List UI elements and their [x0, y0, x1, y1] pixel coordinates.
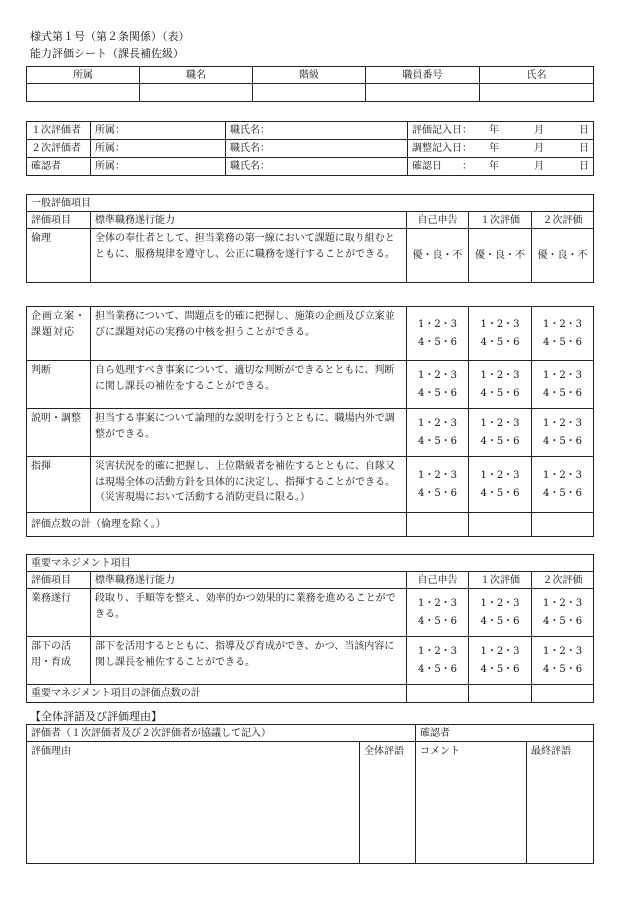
general-desc: 担当する事案について論理的な説明を行うとともに、職場内外で調整ができる。	[91, 409, 407, 457]
general-item: 指揮	[27, 457, 91, 513]
general-total-row	[27, 513, 594, 537]
overall-caption: 【全体評語及び評価理由】	[30, 710, 162, 723]
evaluator-row-second	[27, 140, 594, 158]
general-row	[27, 457, 594, 513]
second-score[interactable]: 1・2・3 4・5・6	[532, 457, 594, 513]
general-desc: 災害状況を的確に把握し、上位階級者を補佐するとともに、自隊又は現場全体の活動方針を具体的に決定し、指揮することができる。（災害現場において活動する消防吏員に限る。）	[91, 457, 407, 513]
employee-info-table	[26, 66, 594, 102]
management-item: 部下の活用・育成	[27, 637, 91, 685]
position-field[interactable]	[140, 84, 253, 102]
general-row	[27, 361, 594, 409]
evaluator-affiliation[interactable]: 所属：	[91, 140, 226, 158]
general-items-table	[26, 194, 594, 283]
first-score[interactable]: 1・2・3 4・5・6	[469, 589, 532, 637]
first-score[interactable]: 1・2・3 4・5・6	[469, 361, 532, 409]
management-total-label: 重要マネジメント項目の評価点数の計	[27, 685, 407, 703]
rank-field[interactable]	[253, 84, 366, 102]
self-score[interactable]: 1・2・3 4・5・6	[407, 307, 469, 361]
header-name: 氏名	[480, 67, 594, 84]
evaluator-title-name[interactable]: 職氏名：	[226, 140, 408, 158]
col-second-header: ２次評価	[532, 572, 594, 589]
col-first-header: １次評価	[469, 572, 532, 589]
header-position: 職名	[140, 67, 253, 84]
col-self-header: 自己申告	[407, 212, 469, 229]
overall-label: 全体評語	[364, 746, 404, 757]
header-affiliation: 所属	[27, 67, 140, 84]
col-self-header: 自己申告	[407, 572, 469, 589]
ethics-item: 倫理	[27, 229, 91, 283]
general-row	[27, 409, 594, 457]
first-score[interactable]: 1・2・3 4・5・6	[469, 457, 532, 513]
second-score[interactable]: 1・2・3 4・5・6	[532, 637, 594, 685]
evaluator-title-name[interactable]: 職氏名：	[226, 158, 408, 176]
evaluator-title-name[interactable]: 職氏名：	[226, 122, 408, 140]
first-score[interactable]: 1・2・3 4・5・6	[469, 637, 532, 685]
final-grade-field[interactable]	[527, 742, 594, 864]
first-score[interactable]: 1・2・3 4・5・6	[469, 409, 532, 457]
first-score[interactable]: 1・2・3 4・5・6	[469, 307, 532, 361]
reason-label: 評価理由	[31, 746, 71, 757]
self-score[interactable]: 1・2・3 4・5・6	[407, 637, 469, 685]
general-desc: 担当業務について、問題点を的確に把握し、施策の企画及び立案並びに課題対応の実務の中核を担うことができる。	[91, 307, 407, 361]
ethics-desc: 全体の奉仕者として、担当業務の第一線において課題に取り組むとともに、服務規律を遵守し、公正に職務を遂行することができる。	[91, 229, 407, 283]
final-label: 最終評語	[531, 746, 571, 757]
ethics-row	[27, 229, 594, 283]
management-row	[27, 637, 594, 685]
first-total[interactable]	[469, 513, 532, 537]
evaluator-date[interactable]: 調整記入日： 年 月 日	[408, 140, 594, 158]
general-total-label: 評価点数の計（倫理を除く。）	[27, 513, 407, 537]
col-first-header: １次評価	[469, 212, 532, 229]
ethics-self-grade[interactable]: 優・良・不	[407, 229, 469, 283]
evaluator-row-first	[27, 122, 594, 140]
comment-field[interactable]	[416, 742, 527, 864]
staff-number-field[interactable]	[366, 84, 480, 102]
form-number: 様式第１号（第２条関係）（表）	[30, 30, 190, 43]
second-total[interactable]	[532, 513, 594, 537]
confirmer-label: 確認者	[416, 725, 594, 742]
col-second-header: ２次評価	[532, 212, 594, 229]
general-item: 企画立案・課題対応	[27, 307, 91, 361]
evaluator-role: １次評価者	[27, 122, 91, 140]
management-item: 業務遂行	[27, 589, 91, 637]
evaluator-row-confirmer	[27, 158, 594, 176]
col-ability-header: 標準職務遂行能力	[91, 572, 407, 589]
col-ability-header: 標準職務遂行能力	[91, 212, 407, 229]
self-score[interactable]: 1・2・3 4・5・6	[407, 409, 469, 457]
comment-label: コメント	[420, 746, 460, 757]
management-row	[27, 589, 594, 637]
evaluator-role: ２次評価者	[27, 140, 91, 158]
management-desc: 段取り、手順等を整え、効率的かつ効果的に業務を進めることができる。	[91, 589, 407, 637]
ethics-first-grade[interactable]: 優・良・不	[469, 229, 532, 283]
col-item-header: 評価項目	[27, 212, 91, 229]
general-score-table	[26, 306, 594, 537]
header-staff-number: 職員番号	[366, 67, 480, 84]
management-desc: 部下を活用するとともに、指導及び育成ができ、かつ、当該内容に関し課長を補佐することができる。	[91, 637, 407, 685]
second-score[interactable]: 1・2・3 4・5・6	[532, 589, 594, 637]
general-row	[27, 307, 594, 361]
reason-field[interactable]	[27, 742, 360, 864]
self-score[interactable]: 1・2・3 4・5・6	[407, 589, 469, 637]
affiliation-field[interactable]	[27, 84, 140, 102]
sheet-title: 能力評価シート（課長補佐級）	[30, 47, 184, 60]
second-total[interactable]	[532, 685, 594, 703]
management-table	[26, 554, 594, 703]
second-score[interactable]: 1・2・3 4・5・6	[532, 361, 594, 409]
second-score[interactable]: 1・2・3 4・5・6	[532, 307, 594, 361]
self-score[interactable]: 1・2・3 4・5・6	[407, 361, 469, 409]
evaluator-date[interactable]: 評価記入日： 年 月 日	[408, 122, 594, 140]
overall-grade-field[interactable]	[360, 742, 416, 864]
general-desc: 自ら処理すべき事案について、適切な判断ができるとともに、判断に関し課長の補佐をすることができる。	[91, 361, 407, 409]
evaluator-affiliation[interactable]: 所属：	[91, 158, 226, 176]
general-item: 説明・調整	[27, 409, 91, 457]
self-total[interactable]	[407, 685, 469, 703]
header-rank: 階級	[253, 67, 366, 84]
management-section-title: 重要マネジメント項目	[27, 555, 594, 572]
management-total-row	[27, 685, 594, 703]
self-score[interactable]: 1・2・3 4・5・6	[407, 457, 469, 513]
general-item: 判断	[27, 361, 91, 409]
evaluator-label: 評価者（１次評価者及び２次評価者が協議して記入）	[27, 725, 416, 742]
evaluator-date[interactable]: 確認日 ： 年 月 日	[408, 158, 594, 176]
evaluator-affiliation[interactable]: 所属：	[91, 122, 226, 140]
name-field[interactable]	[480, 84, 594, 102]
overall-table	[26, 724, 594, 864]
col-item-header: 評価項目	[27, 572, 91, 589]
first-total[interactable]	[469, 685, 532, 703]
evaluators-table	[26, 121, 594, 176]
evaluator-role: 確認者	[27, 158, 91, 176]
ethics-second-grade[interactable]: 優・良・不	[532, 229, 594, 283]
general-section-title: 一般評価項目	[27, 195, 594, 212]
self-total[interactable]	[407, 513, 469, 537]
second-score[interactable]: 1・2・3 4・5・6	[532, 409, 594, 457]
